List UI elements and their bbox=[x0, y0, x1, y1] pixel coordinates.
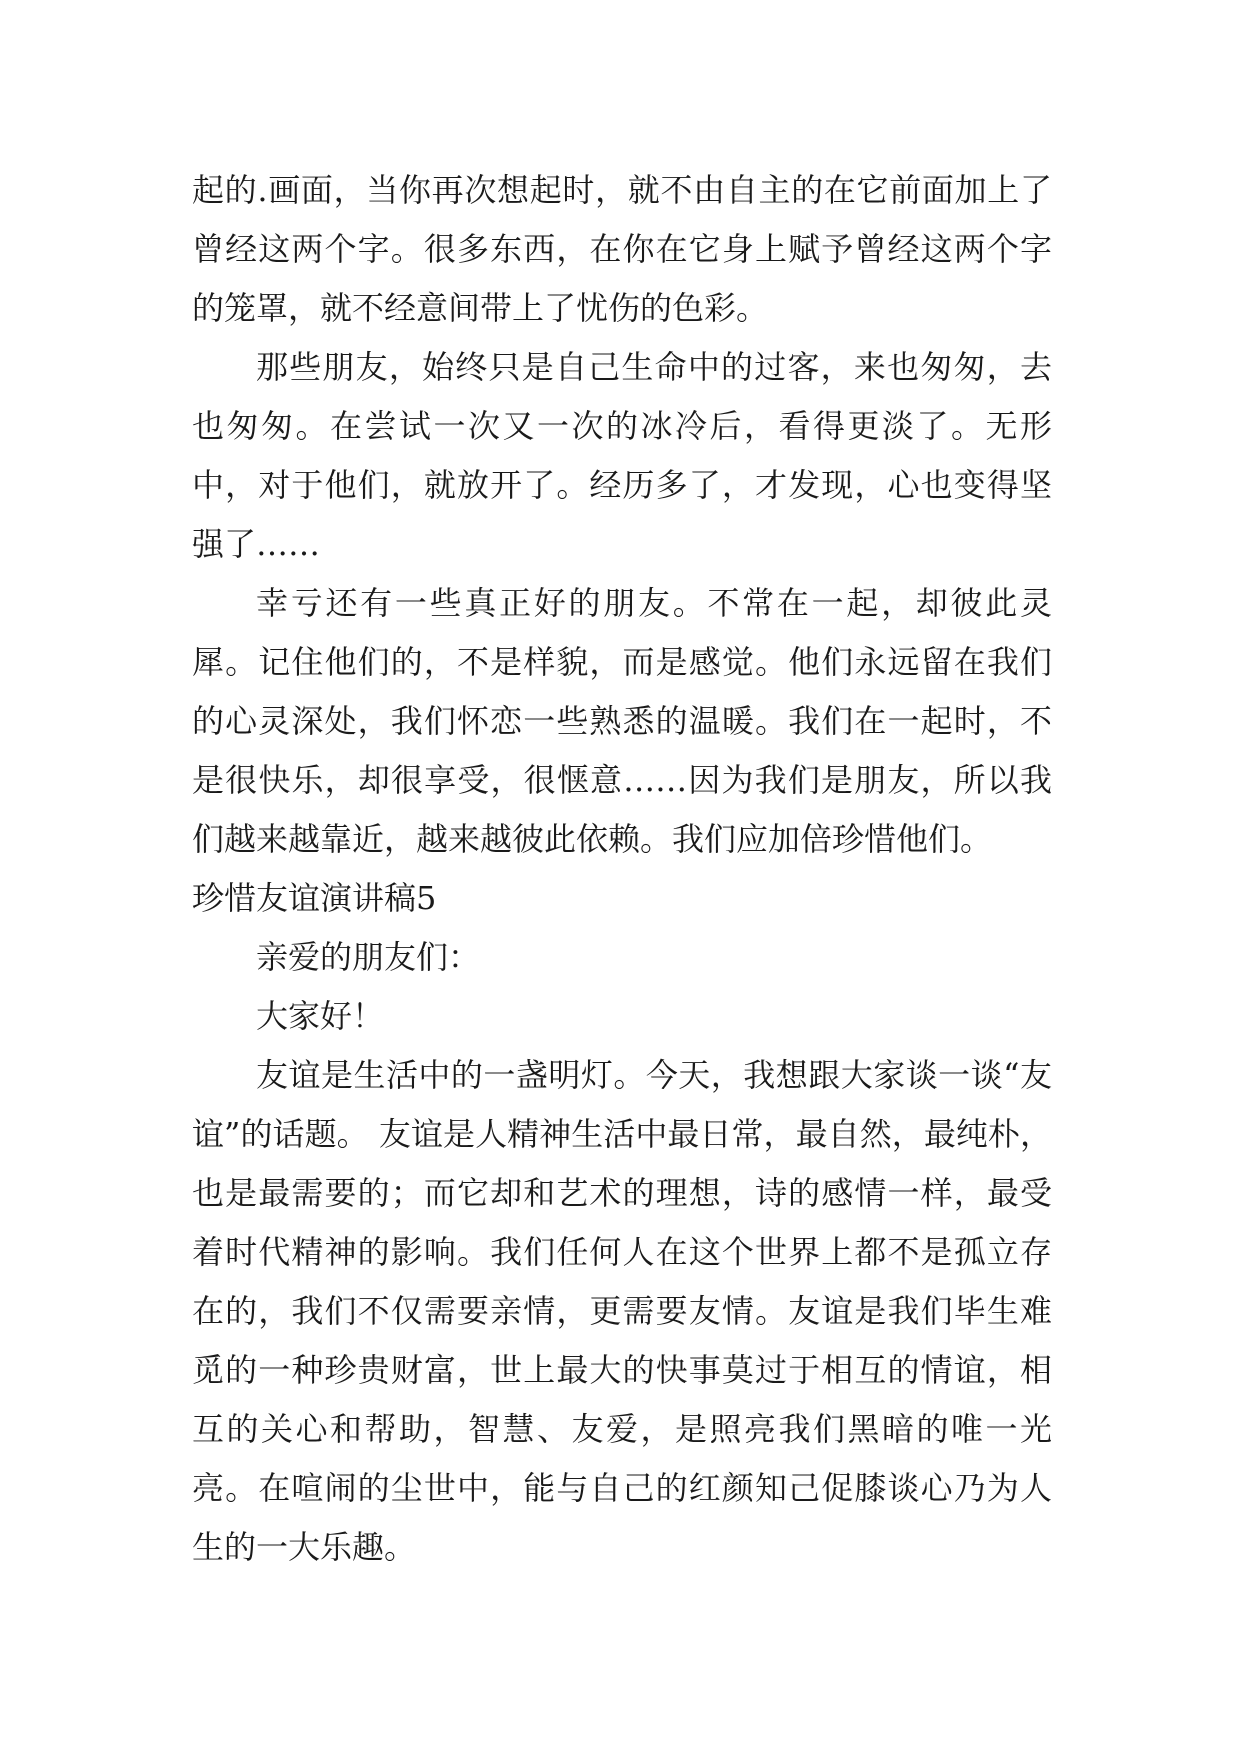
paragraph-passing-friends: 那些朋友，始终只是自己生命中的过客，来也匆匆，去也匆匆。在尝试一次又一次的冰冷后，看得更淡了。无形中，对于他们，就放开了。经历多了，才发现，心也变得坚强了…… bbox=[192, 348, 1052, 563]
section-heading: 珍惜友谊演讲稿5 bbox=[192, 879, 437, 917]
document-body bbox=[192, 161, 1052, 1577]
paragraph-friendship-speech: 友谊是生活中的一盏明灯。今天，我想跟大家谈一谈“友谊”的话题。 友谊是人精神生活中最日常，最自然，最纯朴，也是最需要的；而它却和艺术的理想，诗的感情一样，最受着时代精神的影响。我们任何人在这个世界上都不是孤立存在的，我们不仅需要亲情，更需要友情。友谊是我们毕生难觅的一种珍贵财富，世上最大的快事莫过于相互的情谊，相互的关心和帮助，智慧、友爱，是照亮我们黑暗的唯一光亮。在喧闹的尘世中，能与自己的红颜知己促膝谈心乃为人生的一大乐趣。 bbox=[192, 1056, 1052, 1566]
paragraph-true-friends: 幸亏还有一些真正好的朋友。不常在一起，却彼此灵犀。记住他们的，不是样貌，而是感觉。他们永远留在我们的心灵深处，我们怀恋一些熟悉的温暖。我们在一起时，不是很快乐，却很享受，很惬意……因为我们是朋友，所以我们越来越靠近，越来越彼此依赖。我们应加倍珍惜他们。 bbox=[192, 584, 1052, 858]
salutation: 亲爱的朋友们： bbox=[256, 938, 481, 976]
paragraph-continuation: 起的.画面，当你再次想起时，就不由自主的在它前面加上了曾经这两个字。很多东西，在你在它身上赋予曾经这两个字的笼罩，就不经意间带上了忧伤的色彩。 bbox=[192, 171, 1052, 327]
greeting: 大家好！ bbox=[256, 997, 385, 1035]
